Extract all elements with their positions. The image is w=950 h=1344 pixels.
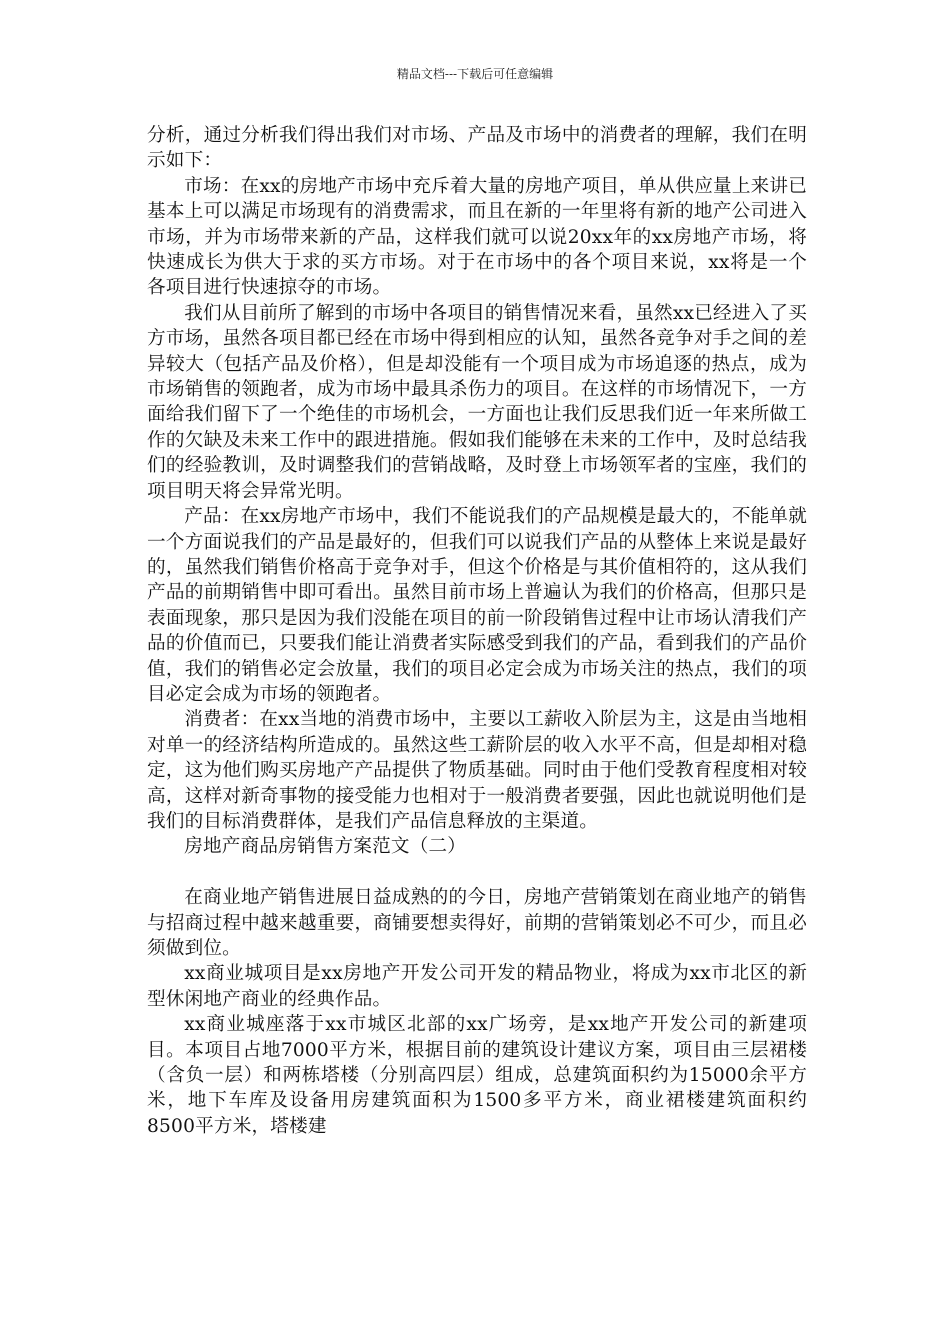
paragraph-project-overview: xx商业城项目是xx房地产开发公司开发的精品物业，将成为xx市北区的新型休闲地产商业的经典作品。 (147, 963, 807, 1010)
page-header: 精品文档---下载后可任意编辑 (396, 67, 554, 81)
paragraph-market: 市场：在xx的房地产市场中充斥着大量的房地产项目，单从供应量上来讲已基本上可以满足市场现有的消费需求，而且在新的一年里将有新的地产公司进入市场，并为市场带来新的产品，这样我们就可以说20xx年的xx房地产市场，将快速成长为供大于求的买方市场。对于在市场中的各个项目来说，xx将是一个各项目进行快速掠夺的市场。 (147, 175, 807, 299)
blank-line (147, 860, 807, 885)
paragraph-market-situation: 我们从目前所了解到的市场中各项目的销售情况来看，虽然xx已经进入了买方市场，虽然各项目都已经在市场中得到相应的认知，虽然各竞争对手之间的差异较大（包括产品及价格），但是却没能有一个项目成为市场追逐的热点，成为市场销售的领跑者，成为市场中最具杀伤力的项目。在这样的市场情况下，一方面给我们留下了一个绝佳的市场机会，一方面也让我们反思我们近一年来所做工作的欠缺及未来工作中的跟进措施。假如我们能够在未来的工作中，及时总结我们的经验教训，及时调整我们的营销战略，及时登上市场领军者的宝座，我们的项目明天将会异常光明。 (147, 302, 807, 502)
paragraph-analysis: 分析，通过分析我们得出我们对市场、产品及市场中的消费者的理解，我们在明示如下： (147, 125, 807, 172)
paragraph-project-details: xx商业城座落于xx市城区北部的xx广场旁，是xx地产开发公司的新建项目。本项目占地7000平方米，根据目前的建筑设计建议方案，项目由三层裙楼（含负一层）和两栋塔楼（分别高四层）组成，总建筑面积约为15000余平方米，地下车库及设备用房建筑面积为1500多平方米，商业裙楼建筑面积约8500平方米，塔楼建 (147, 1014, 807, 1137)
section-heading: 房地产商品房销售方案范文（二） (184, 836, 467, 858)
paragraph-product: 产品：在xx房地产市场中，我们不能说我们的产品规模是最大的，不能单就一个方面说我们的产品是最好的，但我们可以说我们产品的从整体上来说是最好的，虽然我们销售价格高于竞争对手，但这个价格是与其价值相符的，这从我们产品的前期销售中即可看出。虽然目前市场上普遍认为我们的价格高，但那只是表面现象，那只是因为我们没能在项目的前一阶段销售过程中让市场认清我们产品的价值而已，只要我们能让消费者实际感受到我们的产品，看到我们的产品价值，我们的销售必定会放量，我们的项目必定会成为市场关注的热点，我们的项目必定会成为市场的领跑者。 (147, 506, 807, 705)
document-body (147, 123, 807, 1139)
paragraph-commercial-intro: 在商业地产销售进展日益成熟的的今日，房地产营销策划在商业地产的销售与招商过程中越来越重要，商铺要想卖得好，前期的营销策划必不可少，而且必须做到位。 (147, 887, 807, 959)
paragraph-consumer: 消费者：在xx当地的消费市场中，主要以工薪收入阶层为主，这是由当地相对单一的经济结构所造成的。虽然这些工薪阶层的收入水平不高，但是却相对稳定，这为他们购买房地产产品提供了物质基础。同时由于他们受教育程度相对较高，这样对新奇事物的接受能力也相对于一般消费者要强，因此也就说明他们是我们的目标消费群体，是我们产品信息释放的主渠道。 (147, 709, 807, 832)
